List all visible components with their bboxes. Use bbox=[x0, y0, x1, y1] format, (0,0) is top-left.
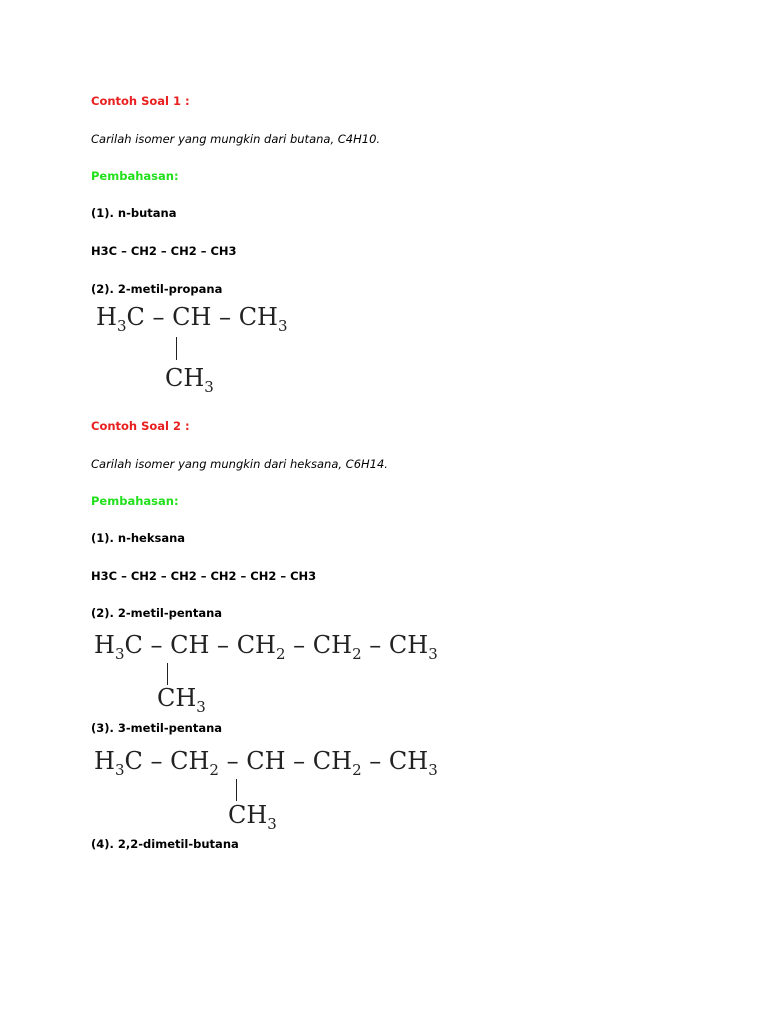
example2-heading: Contoh Soal 2 : bbox=[91, 419, 190, 433]
bond-dash: – bbox=[142, 631, 171, 659]
bond-dash: – bbox=[209, 631, 237, 659]
bond-dash: – bbox=[142, 747, 171, 775]
carbon-group: CH bbox=[170, 631, 210, 659]
example2-isomer3-label: (3). 3-metil-pentana bbox=[91, 721, 223, 735]
carbon-group: $CH_3$ bbox=[165, 364, 214, 396]
example2-isomer2-label: (2). 2-metil-pentana bbox=[91, 606, 223, 620]
carbon-group: CH bbox=[246, 747, 286, 775]
example1-isomer2-branch bbox=[165, 364, 214, 396]
example2-isomer2-branch-bond bbox=[167, 663, 168, 685]
carbon-group: $CH_3$ bbox=[228, 801, 277, 833]
carbon-group: $CH_3$ bbox=[157, 684, 206, 716]
carbon-group: $CH_3$ bbox=[388, 747, 438, 779]
example2-isomer1-formula: H3C – CH2 – CH2 – CH2 – CH2 – CH3 bbox=[91, 569, 317, 583]
example1-heading: Contoh Soal 1 : bbox=[91, 94, 190, 108]
example2-isomer3-main-chain bbox=[94, 747, 438, 779]
bond-dash: – bbox=[285, 631, 313, 659]
example2-isomer2-main-chain bbox=[94, 631, 438, 663]
carbon-group: $CH_2$ bbox=[236, 631, 286, 663]
carbon-group: $H_3C$ bbox=[96, 303, 145, 335]
bond-dash: – bbox=[211, 303, 239, 331]
example1-isomer1-formula: H3C – CH2 – CH2 – CH3 bbox=[91, 244, 237, 258]
example2-solution-heading: Pembahasan: bbox=[91, 494, 179, 508]
bond-dash: – bbox=[361, 747, 389, 775]
carbon-group: $CH_2$ bbox=[312, 747, 362, 779]
example1-solution-heading: Pembahasan: bbox=[91, 169, 179, 183]
carbon-group: CH bbox=[172, 303, 212, 331]
carbon-group: $CH_3$ bbox=[238, 303, 288, 335]
example2-isomer2-branch bbox=[157, 684, 206, 716]
example2-question: Carilah isomer yang mungkin dari heksana, C6H14. bbox=[91, 457, 388, 471]
bond-dash: – bbox=[218, 747, 247, 775]
example2-isomer3-branch bbox=[228, 801, 277, 833]
bond-dash: – bbox=[144, 303, 173, 331]
carbon-group: $CH_2$ bbox=[312, 631, 362, 663]
example2-isomer4-label: (4). 2,2-dimetil-butana bbox=[91, 837, 239, 851]
example2-isomer1-label: (1). n-heksana bbox=[91, 531, 186, 545]
example1-isomer1-label: (1). n-butana bbox=[91, 206, 177, 220]
carbon-group: $H_3C$ bbox=[94, 747, 143, 779]
carbon-group: $CH_3$ bbox=[388, 631, 438, 663]
bond-dash: – bbox=[361, 631, 389, 659]
carbon-group: $CH_2$ bbox=[170, 747, 219, 779]
example1-question: Carilah isomer yang mungkin dari butana, C4H10. bbox=[91, 132, 381, 146]
carbon-group: $H_3C$ bbox=[94, 631, 143, 663]
bond-dash: – bbox=[285, 747, 313, 775]
example1-isomer2-branch-bond bbox=[176, 337, 177, 360]
example2-isomer3-branch-bond bbox=[236, 779, 237, 801]
example1-isomer2-main-chain bbox=[96, 303, 288, 335]
example1-isomer2-label: (2). 2-metil-propana bbox=[91, 282, 223, 296]
